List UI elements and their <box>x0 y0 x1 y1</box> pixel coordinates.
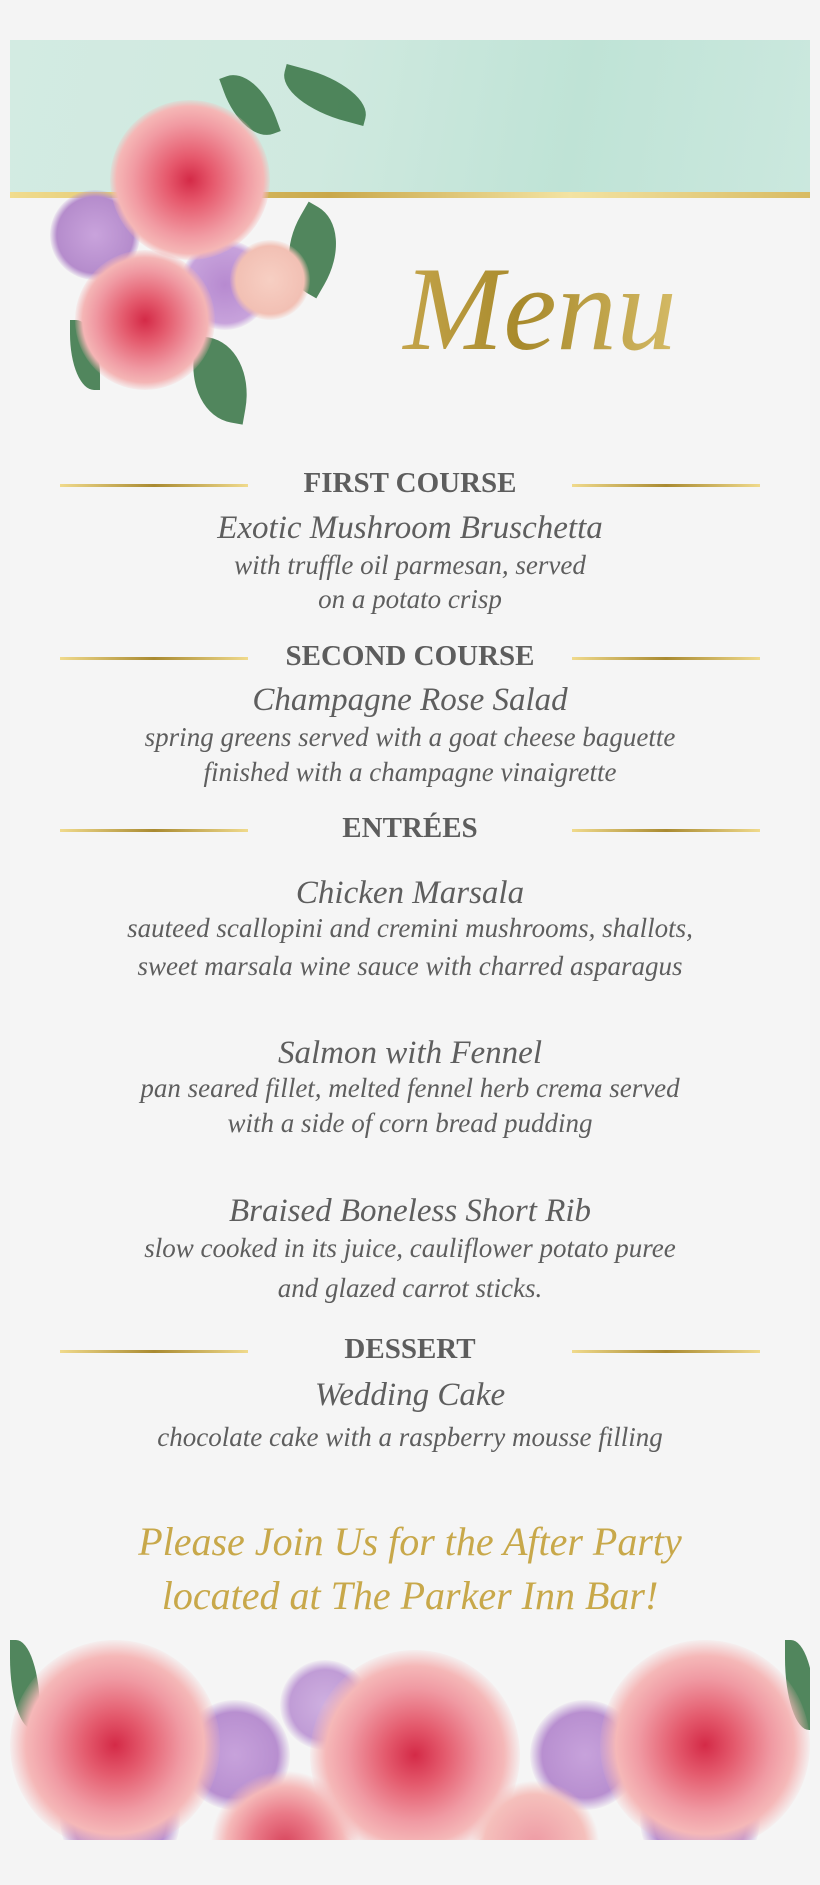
section-heading: ENTRÉES <box>342 812 478 844</box>
dish-description: sweet marsala wine sauce with charred asparagus <box>137 951 683 981</box>
menu-card <box>10 40 810 1840</box>
after-party-line-1: Please Join Us for the After Party <box>138 1519 682 1564</box>
dish-name: Wedding Cake <box>314 1377 506 1413</box>
dish-description: slow cooked in its juice, cauliflower potato puree <box>144 1233 676 1263</box>
dish-name: Braised Boneless Short Rib <box>228 1193 592 1229</box>
dish-description: on a potato crisp <box>318 584 502 614</box>
dish-description: finished with a champagne vinaigrette <box>203 757 617 787</box>
dish-description: sauteed scallopini and cremini mushrooms, shallots, <box>127 913 693 943</box>
section-heading-entrees <box>10 810 810 850</box>
dish-description: and glazed carrot sticks. <box>277 1273 543 1303</box>
section-heading-first-course <box>10 465 810 505</box>
dish-description: with truffle oil parmesan, served <box>234 550 586 580</box>
section-heading-second-course <box>10 638 810 678</box>
dish-description: chocolate cake with a raspberry mousse filling <box>157 1422 663 1452</box>
section-heading: FIRST COURSE <box>303 467 517 499</box>
dish-name: Salmon with Fennel <box>278 1035 542 1071</box>
dish-name: Champagne Rose Salad <box>252 682 568 718</box>
section-heading-dessert <box>10 1331 810 1371</box>
after-party-line-2: located at The Parker Inn Bar! <box>161 1573 659 1618</box>
dish-description: pan seared fillet, melted fennel herb crema served <box>140 1073 680 1103</box>
dish-description: with a side of corn bread pudding <box>227 1108 593 1138</box>
menu-title: Menu <box>340 240 740 378</box>
dish-name: Exotic Mushroom Bruschetta <box>217 510 603 546</box>
section-heading: DESSERT <box>344 1333 476 1365</box>
dish-name: Chicken Marsala <box>295 875 525 911</box>
dish-description: spring greens served with a goat cheese baguette <box>144 722 676 752</box>
section-heading: SECOND COURSE <box>285 640 535 672</box>
